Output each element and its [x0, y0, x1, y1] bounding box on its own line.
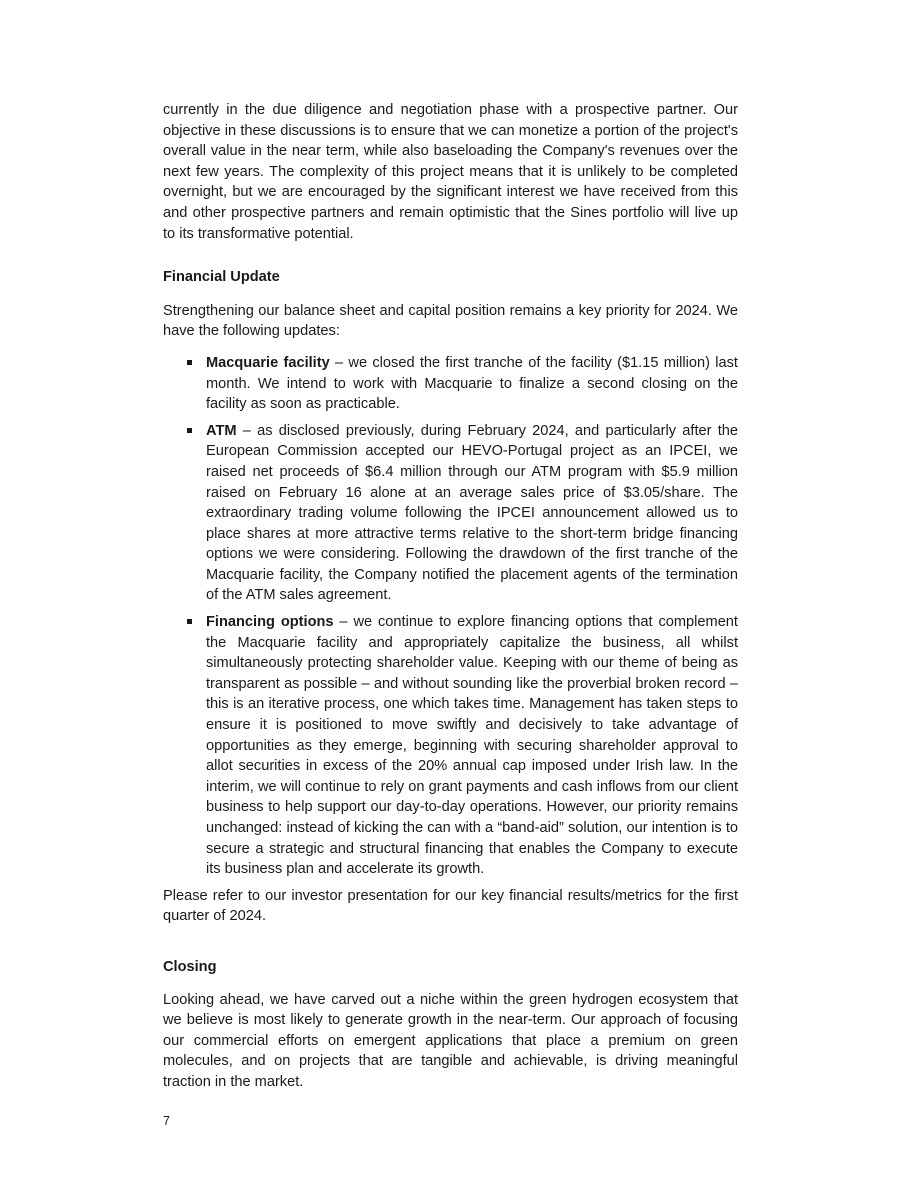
square-bullet-icon: [187, 619, 192, 624]
bullet-text: – we continue to explore financing options that complement the Macquarie facility and appropriately capitalize the business, all whilst simultaneously protecting shareholder value. Keeping with our theme of being as transparent as possible – and without sounding like the proverbial broken record – this is an iterative process, one which takes time. Management has taken steps to ensure it is positioned to move swiftly and decisively to take advantage of opportunities as they emerge, beginning with securing shareholder approval to allot securities in excess of the 20% annual cap imposed under Irish law. In the interim, we will continue to rely on grant payments and cash inflows from our client business to help support our day-to-day operations. However, our priority remains unchanged: instead of kicking the can with a “band-aid” solution, our intention is to secure a strategic and structural financing that enables the Company to execute its business plan and accelerate its growth.: [206, 614, 738, 878]
financial-update-heading: Financial Update: [163, 269, 280, 286]
list-item-macquarie-facility: [206, 353, 738, 415]
bullet-term: ATM: [206, 422, 237, 439]
page-number: 7: [163, 1114, 170, 1128]
closing-paragraph: Looking ahead, we have carved out a niche within the green hydrogen ecosystem that we believe is most likely to generate growth in the near-term. Our approach of focusing our commercial efforts on emergent applications that place a premium on green molecules, and on projects that are tangible and achievable, is driving meaningful traction in the market.: [163, 991, 738, 1090]
document-page: [163, 100, 738, 1093]
bullet-term: Macquarie facility: [206, 354, 330, 371]
closing-heading: Closing: [163, 958, 217, 975]
square-bullet-icon: [187, 428, 192, 433]
bullet-text: – as disclosed previously, during February 2024, and particularly after the European Commission accepted our HEVO-Portugal project as an IPCEI, we raised net proceeds of $6.4 million through our ATM program with $5.9 million raised on February 16 alone at an average sales price of $3.05/share. The extraordinary trading volume following the IPCEI announcement allowed us to place shares at more attractive terms relative to the short-term bridge financing options we were considering. Following the drawdown of the first tranche of the Macquarie facility, the Company notified the placement agents of the termination of the ATM sales agreement.: [206, 422, 738, 604]
bullet-term: Financing options: [206, 614, 334, 631]
bullet-text: – we closed the first tranche of the facility ($1.15 million) last month. We intend to work with Macquarie to finalize a second closing on the facility as soon as practicable.: [206, 354, 738, 413]
intro-paragraph: currently in the due diligence and negotiation phase with a prospective partner. Our objective in these discussions is to ensure that we can monetize a portion of the project's overall value in the near term, while also baseloading the Company's revenues over the next few years. The complexity of this project means that it is unlikely to be completed overnight, but we are encouraged by the significant interest we have received from this and other prospective partners and remain optimistic that the Sines portfolio will live up to its transformative potential.: [163, 102, 738, 242]
list-item-financing-options: [206, 612, 738, 880]
financial-update-list: [163, 353, 738, 880]
list-item-atm: [206, 421, 738, 606]
financial-results-note: Please refer to our investor presentation for our key financial results/metrics for the first quarter of 2024.: [163, 887, 738, 925]
financial-update-intro: Strengthening our balance sheet and capital position remains a key priority for 2024. We have the following updates:: [163, 302, 738, 340]
square-bullet-icon: [187, 360, 192, 365]
